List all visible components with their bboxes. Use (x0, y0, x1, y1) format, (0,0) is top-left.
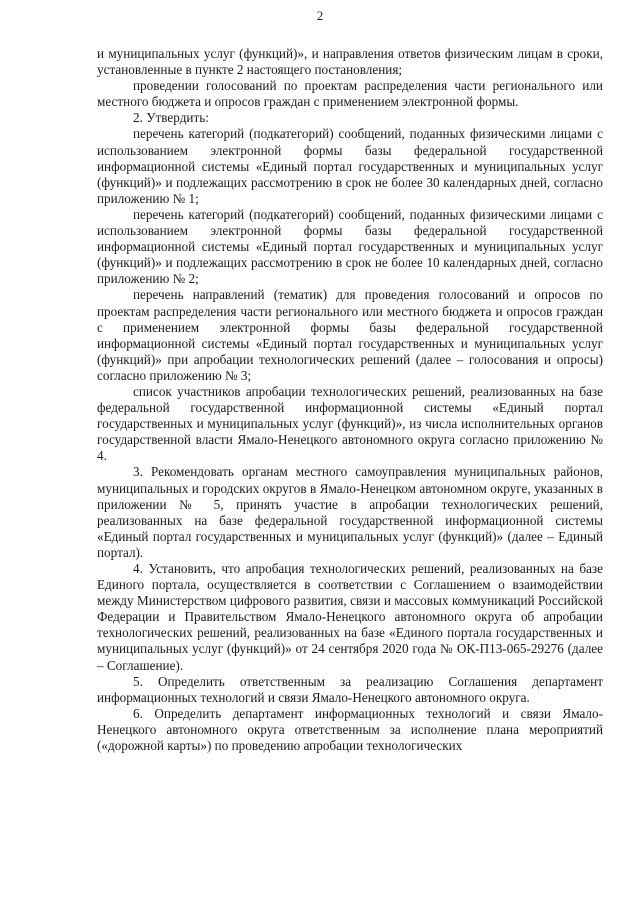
paragraph-item-6: 6. Определить департамент информационных технологий и связи Ямало-Ненецкого автономного округа ответственным за исполнение плана мероприятий («дорожной карты») по проведению апробации технологических (97, 705, 603, 754)
paragraph-item-4: 4. Установить, что апробация технологических решений, реализованных на базе Единого портала, осуществляется в соответствии с Соглашением о взаимодействии между Министерством цифрового развития, связи и массовых коммуникаций Российской Федерации и Правительством Ямало-Ненецкого автономного округа об апробации технологических решений, реализованных на базе «Единого портала государственных и муниципальных услуг (функций)» от 24 сентября 2020 года № ОК-П13-065-29276 (далее – Соглашение). (97, 561, 603, 673)
paragraph-list-appendix-2: перечень категорий (подкатегорий) сообщений, поданных физическими лицами с использованием электронной формы базы федеральной государственной информационной системы «Единый портал государственных и муниципальных услуг (функций)» и подлежащих рассмотрению в срок не более 10 календарных дней, согласно приложению № 2; (97, 206, 603, 287)
paragraph-continuation: и муниципальных услуг (функций)», и направления ответов физическим лицам в сроки, установленные в пункте 2 настоящего постановления; (97, 46, 603, 78)
paragraph-voting: проведении голосований по проектам распределения части регионального или местного бюджета и опросов граждан с применением электронной формы. (97, 78, 603, 110)
paragraph-approve-heading: 2. Утвердить: (133, 110, 209, 126)
paragraph-list-appendix-3: перечень направлений (тематик) для проведения голосований и опросов по проектам распределения части регионального или местного бюджета и опросов граждан с применением электронной формы базы федеральной государственной информационной системы «Единый портал государственных и муниципальных услуг (функций)» при апробации технологических решений (далее – голосования и опросы) согласно приложению № 3; (97, 287, 603, 383)
paragraph-list-appendix-4: список участников апробации технологических решений, реализованных на базе федеральной государственной информационной системы «Единый портал государственных и муниципальных услуг (функций)», из числа исполнительных органов государственной власти Ямало-Ненецкого автономного округа согласно приложению № 4. (97, 383, 603, 464)
document-body (97, 46, 603, 754)
page-number: 2 (316, 8, 324, 23)
paragraph-list-appendix-1: перечень категорий (подкатегорий) сообщений, поданных физическими лицами с использованием электронной формы базы федеральной государственной информационной системы «Единый портал государственных и муниципальных услуг (функций)» и подлежащих рассмотрению в срок не более 30 календарных дней, согласно приложению № 1; (97, 126, 603, 206)
paragraph-item-5: 5. Определить ответственным за реализацию Соглашения департамент информационных технологий и связи Ямало-Ненецкого автономного округа. (97, 673, 603, 705)
paragraph-item-3: 3. Рекомендовать органам местного самоуправления муниципальных районов, муниципальных и городских округов в Ямало-Ненецком автономном округе, указанных в приложении № 5, принять участие в апробации технологических решений, реализованных на базе федеральной государственной информационной системы «Единый портал государственных и муниципальных услуг (функций)» (далее – Единый портал). (97, 464, 603, 560)
